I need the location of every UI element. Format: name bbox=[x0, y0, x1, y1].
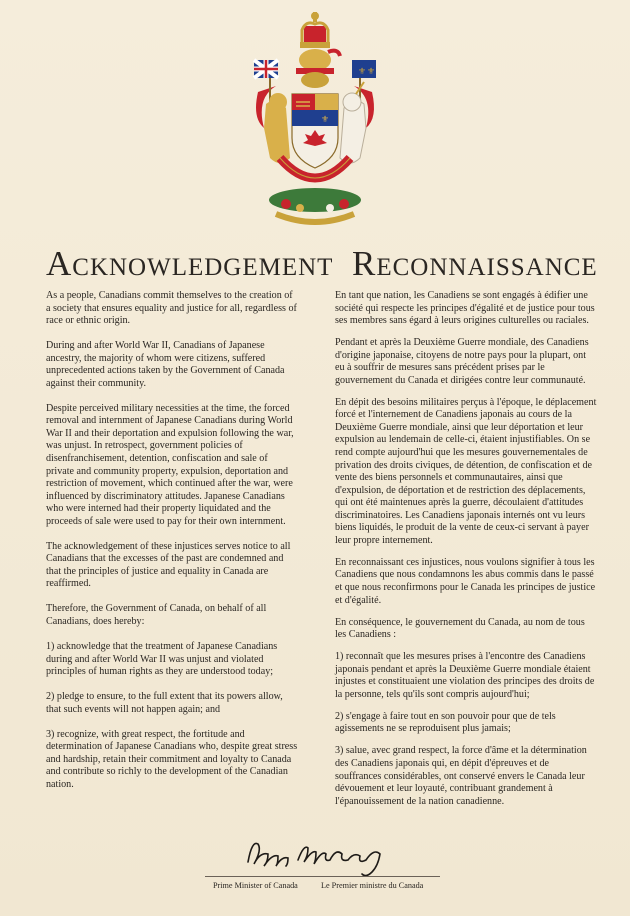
signature-line bbox=[205, 876, 440, 877]
french-paragraph: En conséquence, le gouvernement du Canada, au nom de tous les Canadiens : bbox=[335, 616, 585, 641]
english-paragraph: 1) acknowledge that the treatment of Japanese Canadians during and after World War II was unjust and violated principles of human rights as they are understood today; bbox=[46, 641, 278, 678]
french-paragraph: En reconnaissant ces injustices, nous voulons signifier à tous les Canadiens que nous condamnons les abus commis dans le passé et que nous reconfirmons pour le Canada les principes de justice et d'égalité. bbox=[335, 556, 596, 606]
shield-icon bbox=[292, 94, 338, 168]
crown-icon bbox=[300, 12, 330, 48]
english-title: Acknowledgement bbox=[46, 244, 334, 283]
handwritten-signature-icon bbox=[238, 830, 403, 880]
french-paragraph: Pendant et après la Deuxième Guerre mondiale, des Canadiens d'origine japonaise, citoyens de notre pays pour la plupart, ont eu à souffrir de mesures sans précédent prises par le gouvernement du Canada et dirigées contre leur communauté. bbox=[335, 337, 589, 386]
english-paragraph: 2) pledge to ensure, to the full extent that its powers allow, that such events will not happen again; and bbox=[46, 691, 283, 715]
english-paragraph: During and after World War II, Canadians of Japanese ancestry, the majority of whom were citizens, suffered unprecedented actions taken by the Government of Canada against their community. bbox=[46, 340, 285, 389]
english-paragraph: Therefore, the Government of Canada, on behalf of all Canadians, does hereby: bbox=[46, 603, 267, 628]
signature-label-french: Le Premier ministre du Canada bbox=[321, 881, 424, 890]
crest-lion-icon bbox=[296, 49, 340, 74]
svg-text:⚜: ⚜ bbox=[358, 67, 367, 77]
svg-text:⚜: ⚜ bbox=[321, 115, 330, 125]
unicorn-supporter-icon bbox=[340, 82, 366, 163]
lion-supporter-icon bbox=[264, 93, 290, 163]
floral-compartment-icon bbox=[269, 188, 361, 222]
french-paragraph: En dépit des besoins militaires perçus à l'époque, le déplacement forcé et l'internement de Canadiens japonais au cours de la Deuxième Guerre mondiale, ainsi que leur déportation et leur expulsion au lendemain de celle-ci, étaient injustifiables. On se rend compte aujourd'hui que les mesures gouvernementales de privation des droits civiques, de détention, de confiscation et de vente des biens personnels et communautaires, ainsi que d'expulsion, de déportation et de restriction des déplacements, qui ont été maintenues après la guerre, découlaient d'attitudes discriminatoires. Les Canadiens japonais internés ont vu leurs biens liquidés, le produit de la vente de ceux-ci servant à payer leur propre internement. bbox=[335, 396, 597, 546]
coat-of-arms-of-canada-icon bbox=[236, 8, 394, 228]
english-paragraph: 3) recognize, with great respect, the fortitude and determination of Japanese Canadians who, despite great stress and hardship, retain their commitment and loyalty to Canada and contribute so richly to the development of the Canadian nation. bbox=[46, 728, 298, 790]
english-paragraph: Despite perceived military necessities at the time, the forced removal and internment of Japanese Canadians during World War II and their deportation and expulsion following the war, was unjust. In retrospect, government policies of disenfranchisement, detention, confiscation and sale of private and community property, expulsion, deportation and restriction of movement, which continued after the war, were influenced by discriminatory attitudes. Japanese Canadians who were interned had their property liquidated and the proceeds of sale were used to pay for their own internment. bbox=[46, 402, 294, 527]
french-column bbox=[335, 290, 597, 818]
french-title: Reconnaissance bbox=[352, 244, 598, 283]
signature-label-english: Prime Minister of Canada bbox=[213, 881, 298, 890]
svg-text:⚜: ⚜ bbox=[367, 67, 376, 77]
french-paragraph: 1) reconnaît que les mesures prises à l'encontre des Canadiens japonais pendant et après la Deuxième Guerre mondiale étaient injustes et constituaient une violation des principes des droits de la personne, tels qu'ils sont compris aujourd'hui; bbox=[335, 651, 595, 700]
french-paragraph: 2) s'engage à faire tout en son pouvoir pour que de tels agissements ne se reproduisent plus jamais; bbox=[335, 710, 556, 735]
french-paragraph: En tant que nation, les Canadiens se sont engagés à édifier une société qui respecte les principes d'égalité et de justice pour tous ses membres sans égard à leurs origines culturelles ou raciales. bbox=[335, 290, 595, 327]
english-column bbox=[46, 290, 298, 804]
french-paragraph: 3) salue, avec grand respect, la force d'âme et la détermination des Canadiens japonais qui, en dépit d'épreuves et de souffrances considérables, ont conservé envers le Canada leur dévouement et leur loyauté, contribuant grandement à l'épanouissement de la nation canadienne. bbox=[335, 745, 587, 807]
english-paragraph: As a people, Canadians commit themselves to the creation of a society that ensures equality and justice for all, regardless of race or ethnic origin. bbox=[46, 290, 297, 327]
english-paragraph: The acknowledgement of these injustices serves notice to all Canadians that the excesses of the past are condemned and that the principles of justice and equality in Canada are reaffirmed. bbox=[46, 540, 291, 590]
